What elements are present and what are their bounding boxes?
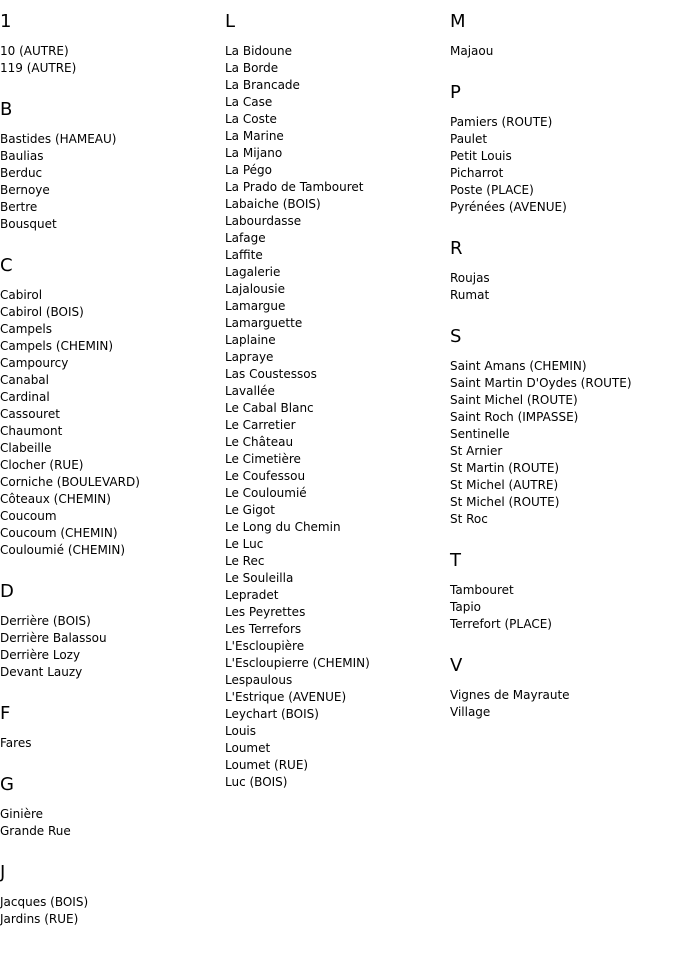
- street-list-item: Bastides (HAMEAU): [0, 132, 117, 146]
- street-list-item: Poste (PLACE): [450, 183, 534, 197]
- street-list-item: Laplaine: [225, 333, 276, 347]
- street-list-item: L'Escloupière: [225, 639, 305, 653]
- street-list-item: Tambouret: [450, 583, 514, 597]
- street-list-item: Pyrénées (AVENUE): [450, 200, 567, 214]
- letter-heading: F: [0, 703, 11, 724]
- street-list-item: Clabeille: [0, 441, 52, 455]
- street-list-item: Saint Roch (IMPASSE): [450, 410, 579, 424]
- street-list: [450, 270, 670, 304]
- letter-heading: J: [0, 862, 6, 883]
- street-list-item: Luc (BOIS): [225, 775, 288, 789]
- street-list-item: St Arnier: [450, 444, 503, 458]
- street-list-item: Pamiers (ROUTE): [450, 115, 553, 129]
- street-list-item: Grande Rue: [0, 824, 71, 838]
- street-list-item: Derrière Lozy: [0, 648, 81, 662]
- letter-section: [0, 863, 220, 928]
- letter-heading: L: [225, 11, 236, 32]
- street-list-item: Bernoye: [0, 183, 50, 197]
- street-list-item: Devant Lauzy: [0, 665, 83, 679]
- street-list-item: Bousquet: [0, 217, 57, 231]
- street-list-item: Lespaulous: [225, 673, 293, 687]
- street-list-item: Le Gigot: [225, 503, 275, 517]
- street-list-item: Côteaux (CHEMIN): [0, 492, 111, 506]
- street-list-item: Saint Martin D'Oydes (ROUTE): [450, 376, 632, 390]
- street-list-item: La Pégo: [225, 163, 273, 177]
- street-list-item: Lepradet: [225, 588, 279, 602]
- street-list-item: Le Cabal Blanc: [225, 401, 314, 415]
- street-list-item: La Bidoune: [225, 44, 292, 58]
- street-list-item: Majaou: [450, 44, 494, 58]
- street-list-item: Ginière: [0, 807, 44, 821]
- street-list-item: Coucoum (CHEMIN): [0, 526, 118, 540]
- street-list-item: Corniche (BOULEVARD): [0, 475, 140, 489]
- street-list-item: St Roc: [450, 512, 488, 526]
- street-list: [0, 43, 220, 77]
- street-list-item: Campourcy: [0, 356, 69, 370]
- street-list-item: Saint Michel (ROUTE): [450, 393, 578, 407]
- street-list: [0, 894, 220, 928]
- street-list-item: Cassouret: [0, 407, 60, 421]
- street-list-item: L'Estrique (AVENUE): [225, 690, 347, 704]
- section-gap: [450, 633, 670, 656]
- street-list-item: Loumet: [225, 741, 271, 755]
- letter-heading: S: [450, 326, 462, 347]
- section-gap: [450, 528, 670, 551]
- street-list-item: La Marine: [225, 129, 284, 143]
- street-list-item: Lamarguette: [225, 316, 303, 330]
- letter-section: [0, 775, 220, 840]
- street-list-item: 10 (AUTRE): [0, 44, 69, 58]
- section-gap: [0, 233, 220, 256]
- street-list-item: Le Coufessou: [225, 469, 306, 483]
- street-list-item: Campels (CHEMIN): [0, 339, 114, 353]
- street-list-item: Picharrot: [450, 166, 504, 180]
- street-list-item: Bertre: [0, 200, 38, 214]
- street-list: [0, 131, 220, 233]
- letter-heading: G: [0, 774, 14, 795]
- street-list-item: St Michel (AUTRE): [450, 478, 559, 492]
- street-list-item: Le Rec: [225, 554, 265, 568]
- letter-heading: B: [0, 99, 13, 120]
- street-list: [0, 735, 220, 752]
- street-list-item: Couloumié (CHEMIN): [0, 543, 126, 557]
- street-list-item: Cabirol: [0, 288, 43, 302]
- street-list-item: Chaumont: [0, 424, 63, 438]
- letter-section: [450, 239, 670, 304]
- street-list-item: Lavallée: [225, 384, 275, 398]
- street-list-item: Lapraye: [225, 350, 274, 364]
- street-list-item: Lamargue: [225, 299, 286, 313]
- section-gap: [450, 216, 670, 239]
- street-list-item: Jacques (BOIS): [0, 895, 89, 909]
- street-list-item: Le Carretier: [225, 418, 296, 432]
- street-list-item: Coucoum: [0, 509, 57, 523]
- street-list-item: Laffite: [225, 248, 263, 262]
- section-gap: [0, 559, 220, 582]
- street-list-item: Le Souleilla: [225, 571, 294, 585]
- street-list-item: Labaiche (BOIS): [225, 197, 321, 211]
- street-list-item: Labourdasse: [225, 214, 302, 228]
- street-list: [450, 43, 670, 60]
- street-list-item: Cardinal: [0, 390, 50, 404]
- street-list-item: Sentinelle: [450, 427, 510, 441]
- letter-section: [450, 327, 670, 528]
- street-list-item: Paulet: [450, 132, 488, 146]
- street-list-item: 119 (AUTRE): [0, 61, 77, 75]
- street-list-item: Las Coustessos: [225, 367, 317, 381]
- street-list-item: Jardins (RUE): [0, 912, 79, 926]
- street-list-item: Campels: [0, 322, 53, 336]
- street-list-item: Cabirol (BOIS): [0, 305, 84, 319]
- street-list-item: Les Terrefors: [225, 622, 302, 636]
- letter-section: [0, 704, 220, 752]
- street-list-item: Le Couloumié: [225, 486, 307, 500]
- street-list-item: L'Escloupierre (CHEMIN): [225, 656, 370, 670]
- section-gap: [0, 77, 220, 100]
- column-2: [225, 12, 445, 791]
- letter-heading: M: [450, 11, 466, 32]
- section-gap: [0, 752, 220, 775]
- letter-heading: R: [450, 238, 463, 259]
- letter-section: [450, 83, 670, 216]
- street-list-item: La Brancade: [225, 78, 300, 92]
- street-list-item: Les Peyrettes: [225, 605, 306, 619]
- letter-heading: D: [0, 581, 14, 602]
- section-gap: [0, 681, 220, 704]
- letter-section: [0, 12, 220, 77]
- street-list: [450, 114, 670, 216]
- street-list-item: Rumat: [450, 288, 490, 302]
- section-gap: [450, 60, 670, 83]
- street-list-item: Le Luc: [225, 537, 264, 551]
- street-list-item: Fares: [0, 736, 32, 750]
- letter-heading: V: [450, 655, 463, 676]
- street-list-item: Loumet (RUE): [225, 758, 309, 772]
- letter-section: [450, 12, 670, 60]
- street-list-item: Le Long du Chemin: [225, 520, 341, 534]
- letter-section: [0, 100, 220, 233]
- street-list-item: Lafage: [225, 231, 266, 245]
- street-list-item: Village: [450, 705, 491, 719]
- street-list: [0, 613, 220, 681]
- street-list-item: Berduc: [0, 166, 43, 180]
- street-list-item: La Case: [225, 95, 273, 109]
- street-list-item: Lagalerie: [225, 265, 281, 279]
- letter-section: [450, 656, 670, 721]
- street-list: [225, 43, 445, 791]
- section-gap: [0, 840, 220, 863]
- column-3: [450, 12, 670, 721]
- street-list-item: La Mijano: [225, 146, 283, 160]
- section-gap: [450, 304, 670, 327]
- letter-section: [0, 582, 220, 681]
- street-list: [450, 358, 670, 528]
- letter-heading: T: [450, 550, 461, 571]
- street-list-item: Tapio: [450, 600, 481, 614]
- street-list-item: St Martin (ROUTE): [450, 461, 560, 475]
- street-list-item: Le Cimetière: [225, 452, 301, 466]
- street-list-item: Canabal: [0, 373, 49, 387]
- street-list-item: St Michel (ROUTE): [450, 495, 560, 509]
- letter-section: [450, 551, 670, 633]
- street-list-item: Le Château: [225, 435, 294, 449]
- street-list-item: La Prado de Tambouret: [225, 180, 364, 194]
- street-list: [0, 806, 220, 840]
- street-list-item: Louis: [225, 724, 257, 738]
- street-list-item: Lajalousie: [225, 282, 285, 296]
- letter-section: [225, 12, 445, 791]
- street-list-item: Leychart (BOIS): [225, 707, 319, 721]
- street-list-item: Derrière Balassou: [0, 631, 107, 645]
- street-list: [450, 687, 670, 721]
- street-list-item: Vignes de Mayraute: [450, 688, 570, 702]
- street-list: [0, 287, 220, 559]
- street-list-item: Roujas: [450, 271, 490, 285]
- street-list-item: Derrière (BOIS): [0, 614, 91, 628]
- letter-heading: 1: [0, 11, 12, 32]
- street-list-item: Saint Amans (CHEMIN): [450, 359, 587, 373]
- street-list-item: La Borde: [225, 61, 279, 75]
- street-list-item: Clocher (RUE): [0, 458, 84, 472]
- letter-heading: P: [450, 82, 461, 103]
- street-list-item: Petit Louis: [450, 149, 512, 163]
- street-list-item: Terrefort (PLACE): [450, 617, 552, 631]
- street-list: [450, 582, 670, 633]
- street-list-item: Baulias: [0, 149, 44, 163]
- column-1: [0, 12, 220, 928]
- letter-heading: C: [0, 255, 13, 276]
- letter-section: [0, 256, 220, 559]
- street-list-item: La Coste: [225, 112, 277, 126]
